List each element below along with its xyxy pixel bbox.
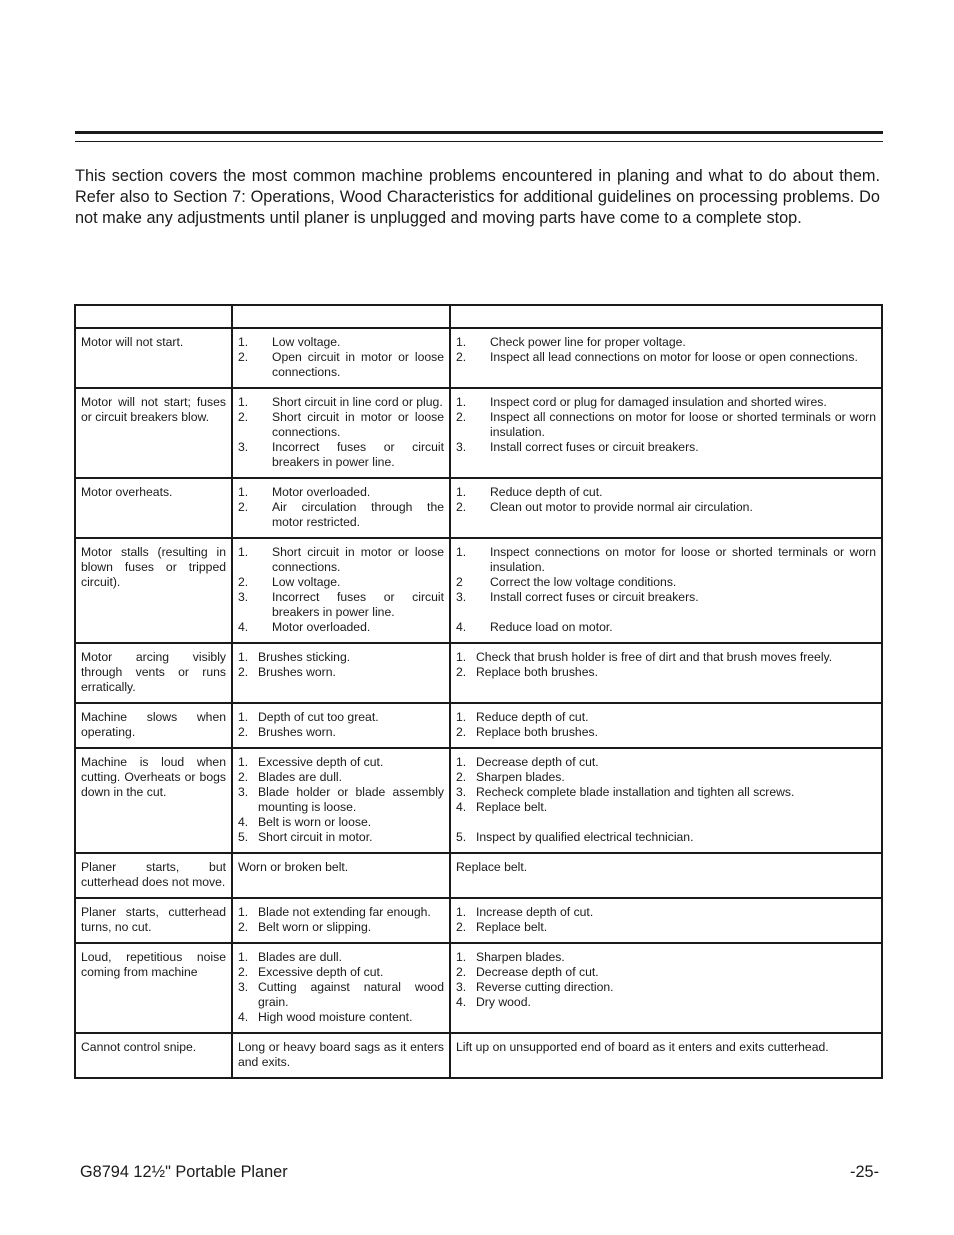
item-number: 2. [456, 965, 467, 979]
list-item [238, 965, 444, 980]
list-item [238, 590, 444, 620]
symptom-cell: Motor stalls (resulting in blown fuses or tripped circuit). [75, 538, 232, 643]
remedy-list [456, 335, 876, 365]
table-row [75, 943, 882, 1033]
table-row [75, 388, 882, 478]
item-number: 1. [456, 545, 467, 559]
list-item [238, 485, 444, 500]
symptom-cell: Cannot control snipe. [75, 1033, 232, 1078]
item-number: 4. [238, 1010, 249, 1024]
symptom-cell: Planer starts, but cutterhead does not move. [75, 853, 232, 898]
item-text: Check that brush holder is free of dirt and that brush moves freely. [476, 650, 833, 664]
cause-cell: Long or heavy board sags as it enters and exits. [232, 1033, 450, 1078]
list-item [238, 410, 444, 440]
item-text: Incorrect fuses or circuit breakers in power line. [272, 440, 444, 469]
troubleshooting-table [74, 304, 883, 1079]
symptom-cell: Motor will not start. [75, 328, 232, 388]
item-text: Brushes worn. [258, 725, 336, 739]
remedy-cell [450, 748, 882, 853]
list-item [456, 800, 876, 815]
list-item [456, 980, 876, 995]
intro-paragraph: This section covers the most common machine problems encountered in planing and what to do about them. Refer also to Section 7: Operations, Wood Characteristics for additional guidelines on processing problems. Do not make any adjustments until planer is unplugged and moving parts have come to a complete stop. [75, 167, 880, 227]
item-text: Reduce depth of cut. [476, 710, 589, 724]
cause-cell [232, 898, 450, 943]
list-item [238, 710, 444, 725]
item-text: Sharpen blades. [476, 950, 565, 964]
list-item [456, 905, 876, 920]
cause-list [238, 395, 444, 470]
item-number: 2. [456, 410, 467, 424]
item-text: Dry wood. [476, 995, 531, 1009]
header-rule-thin [75, 141, 883, 142]
table-row [75, 538, 882, 643]
item-number: 3. [238, 590, 249, 604]
item-number: 2. [456, 665, 467, 679]
remedy-list [456, 950, 876, 1010]
cause-cell [232, 388, 450, 478]
item-text: Reduce depth of cut. [490, 485, 603, 499]
item-text: Short circuit in motor. [258, 830, 373, 844]
list-item [456, 995, 876, 1010]
list-item [238, 350, 444, 380]
item-text: Reverse cutting direction. [476, 980, 614, 994]
list-item [238, 755, 444, 770]
item-text: Brushes sticking. [258, 650, 351, 664]
cause-cell [232, 643, 450, 703]
item-number: 3. [238, 980, 249, 994]
item-number: 1. [238, 905, 249, 919]
page-number: -25- [850, 1163, 879, 1181]
cause-list [238, 335, 444, 380]
list-item [456, 545, 876, 575]
symptom-cell: Machine is loud when cutting. Overheats or bogs down in the cut. [75, 748, 232, 853]
item-number: 3. [238, 440, 249, 454]
item-text: Brushes worn. [258, 665, 336, 679]
remedy-cell [450, 643, 882, 703]
list-item [456, 665, 876, 680]
symptom-cell: Machine slows when operating. [75, 703, 232, 748]
list-item [238, 785, 444, 815]
cause-list [238, 545, 444, 635]
item-number: 4. [456, 620, 467, 634]
item-number: 1. [456, 905, 467, 919]
item-number: 4. [238, 620, 249, 634]
item-number: 3. [238, 785, 249, 799]
remedy-cell [450, 898, 882, 943]
item-text: Inspect cord or plug for damaged insulation and shorted wires. [490, 395, 827, 409]
item-number: 2. [238, 920, 249, 934]
list-item [238, 950, 444, 965]
list-item [456, 620, 876, 635]
list-item [456, 440, 876, 455]
table-row [75, 748, 882, 853]
list-item [456, 785, 876, 800]
item-number: 5. [238, 830, 249, 844]
list-item [456, 710, 876, 725]
item-text: Air circulation through the motor restricted. [272, 500, 444, 529]
cause-list [238, 905, 444, 935]
item-number: 2. [238, 965, 249, 979]
cause-list [238, 485, 444, 530]
cause-list [238, 755, 444, 845]
item-number: 4. [456, 995, 467, 1009]
remedy-cell [450, 943, 882, 1033]
item-text: Open circuit in motor or loose connections. [272, 350, 444, 379]
item-number: 4. [456, 800, 467, 814]
list-item [456, 485, 876, 500]
item-text: Excessive depth of cut. [258, 755, 384, 769]
item-text: Decrease depth of cut. [476, 755, 599, 769]
list-item [238, 335, 444, 350]
remedy-cell: Lift up on unsupported end of board as it enters and exits cutterhead. [450, 1033, 882, 1078]
item-text: Cutting against natural wood grain. [258, 980, 444, 1009]
item-number: 1. [456, 335, 467, 349]
header-rule-thick [75, 131, 883, 134]
list-item [456, 335, 876, 350]
item-number: 1. [238, 950, 249, 964]
item-text: Sharpen blades. [476, 770, 565, 784]
item-text: Short circuit in motor or loose connections. [272, 410, 444, 439]
table-row [75, 703, 882, 748]
list-item [238, 980, 444, 1010]
symptom-cell: Loud, repetitious noise coming from machine [75, 943, 232, 1033]
item-number: 1. [238, 335, 249, 349]
item-number: 1. [456, 485, 467, 499]
list-item [238, 440, 444, 470]
cause-cell: Worn or broken belt. [232, 853, 450, 898]
list-item [456, 650, 876, 665]
cause-cell [232, 538, 450, 643]
item-number: 1. [456, 950, 467, 964]
list-item [456, 830, 876, 845]
table-header-row [75, 305, 882, 328]
list-item [456, 575, 876, 590]
list-item [238, 620, 444, 635]
item-number: 1. [238, 545, 249, 559]
item-number: 2. [238, 410, 249, 424]
item-number: 2 [456, 575, 463, 589]
cause-cell [232, 703, 450, 748]
item-number: 2. [238, 575, 249, 589]
list-item [456, 965, 876, 980]
item-text: Incorrect fuses or circuit breakers in power line. [272, 590, 444, 619]
item-number: 3. [456, 980, 467, 994]
remedy-cell [450, 388, 882, 478]
header-cell-remedy [450, 305, 882, 328]
item-text: Correct the low voltage conditions. [490, 575, 677, 589]
item-number: 2. [238, 350, 249, 364]
item-text: Increase depth of cut. [476, 905, 594, 919]
item-text: Clean out motor to provide normal air circulation. [490, 500, 753, 514]
item-text: Blade not extending far enough. [258, 905, 431, 919]
item-text: Excessive depth of cut. [258, 965, 384, 979]
item-text: Low voltage. [272, 335, 341, 349]
item-number: 1. [238, 755, 249, 769]
item-number: 1. [238, 710, 249, 724]
remedy-cell: Replace belt. [450, 853, 882, 898]
item-number: 2. [238, 500, 249, 514]
list-item [238, 665, 444, 680]
list-item [238, 500, 444, 530]
table-row [75, 478, 882, 538]
item-number: 2. [456, 500, 467, 514]
remedy-list [456, 710, 876, 740]
cause-list [238, 950, 444, 1025]
item-number: 2. [456, 770, 467, 784]
item-text: Replace both brushes. [476, 665, 598, 679]
table-row [75, 853, 882, 898]
cause-list [238, 650, 444, 680]
list-item [456, 755, 876, 770]
item-text: Decrease depth of cut. [476, 965, 599, 979]
remedy-list [456, 755, 876, 845]
list-item [456, 590, 876, 605]
item-text: Replace both brushes. [476, 725, 598, 739]
item-number: 2. [238, 725, 249, 739]
symptom-cell: Motor overheats. [75, 478, 232, 538]
header-cell-symptom [75, 305, 232, 328]
header-cell-cause [232, 305, 450, 328]
remedy-cell [450, 538, 882, 643]
item-text: Blades are dull. [258, 770, 343, 784]
item-text: Recheck complete blade installation and tighten all screws. [476, 785, 795, 799]
item-text: Install correct fuses or circuit breakers. [490, 440, 699, 454]
symptom-cell: Planer starts, cutterhead turns, no cut. [75, 898, 232, 943]
item-text: Inspect connections on motor for loose or shorted terminals or worn insulation. [490, 545, 876, 574]
remedy-list [456, 545, 876, 635]
item-text: Motor overloaded. [272, 485, 371, 499]
list-item [456, 950, 876, 965]
list-item [456, 770, 876, 785]
list-item [238, 545, 444, 575]
list-item [456, 350, 876, 365]
remedy-cell [450, 328, 882, 388]
list-item [238, 395, 444, 410]
list-item [238, 830, 444, 845]
list-item [238, 905, 444, 920]
item-number: 2. [238, 665, 249, 679]
list-item [238, 815, 444, 830]
item-number: 1. [238, 650, 249, 664]
item-text: Blades are dull. [258, 950, 343, 964]
item-text: Inspect by qualified electrical technician. [476, 830, 694, 844]
item-number: 3. [456, 785, 467, 799]
remedy-list [456, 395, 876, 455]
remedy-list [456, 650, 876, 680]
symptom-cell: Motor will not start; fuses or circuit breakers blow. [75, 388, 232, 478]
item-number: 2. [456, 725, 467, 739]
cause-cell [232, 328, 450, 388]
footer-title: G8794 12½" Portable Planer [80, 1163, 288, 1181]
item-number: 1. [456, 710, 467, 724]
list-item [238, 770, 444, 785]
cause-cell [232, 478, 450, 538]
item-number: 5. [456, 830, 467, 844]
item-text: Short circuit in line cord or plug. [272, 395, 443, 409]
item-text: Depth of cut too great. [258, 710, 379, 724]
item-number: 1. [238, 485, 249, 499]
item-number: 2. [456, 920, 467, 934]
list-item [456, 395, 876, 410]
item-text: Replace belt. [476, 800, 548, 814]
item-number: 1. [456, 395, 467, 409]
item-text: Inspect all lead connections on motor for loose or open connections. [490, 350, 858, 364]
list-item [456, 500, 876, 515]
item-text: Short circuit in motor or loose connections. [272, 545, 444, 574]
item-text: Replace belt. [476, 920, 548, 934]
item-number: 2. [456, 350, 467, 364]
table-row [75, 328, 882, 388]
remedy-list [456, 905, 876, 935]
item-text: Blade holder or blade assembly mounting is loose. [258, 785, 444, 814]
cause-list [238, 710, 444, 740]
table-row [75, 1033, 882, 1078]
item-text: Belt worn or slipping. [258, 920, 372, 934]
remedy-cell [450, 703, 882, 748]
item-text: Motor overloaded. [272, 620, 371, 634]
list-item [238, 575, 444, 590]
item-text: Inspect all connections on motor for loose or shorted terminals or worn insulation. [490, 410, 876, 439]
symptom-cell: Motor arcing visibly through vents or runs erratically. [75, 643, 232, 703]
item-text: Reduce load on motor. [490, 620, 613, 634]
item-text: Belt is worn or loose. [258, 815, 372, 829]
cause-cell [232, 943, 450, 1033]
list-item [238, 920, 444, 935]
item-number: 3. [456, 590, 467, 604]
cause-cell [232, 748, 450, 853]
item-number: 4. [238, 815, 249, 829]
list-item [456, 410, 876, 440]
item-text: Install correct fuses or circuit breakers. [490, 590, 699, 604]
remedy-cell [450, 478, 882, 538]
item-text: Check power line for proper voltage. [490, 335, 686, 349]
item-number: 2. [238, 770, 249, 784]
list-item [238, 1010, 444, 1025]
list-item [456, 920, 876, 935]
item-number: 1. [456, 755, 467, 769]
item-text: Low voltage. [272, 575, 341, 589]
table-row [75, 898, 882, 943]
list-item [456, 725, 876, 740]
item-number: 3. [456, 440, 467, 454]
item-number: 1. [456, 650, 467, 664]
list-item [238, 650, 444, 665]
table-row [75, 643, 882, 703]
list-item [238, 725, 444, 740]
item-text: High wood moisture content. [258, 1010, 413, 1024]
remedy-list [456, 485, 876, 515]
item-number: 1. [238, 395, 249, 409]
